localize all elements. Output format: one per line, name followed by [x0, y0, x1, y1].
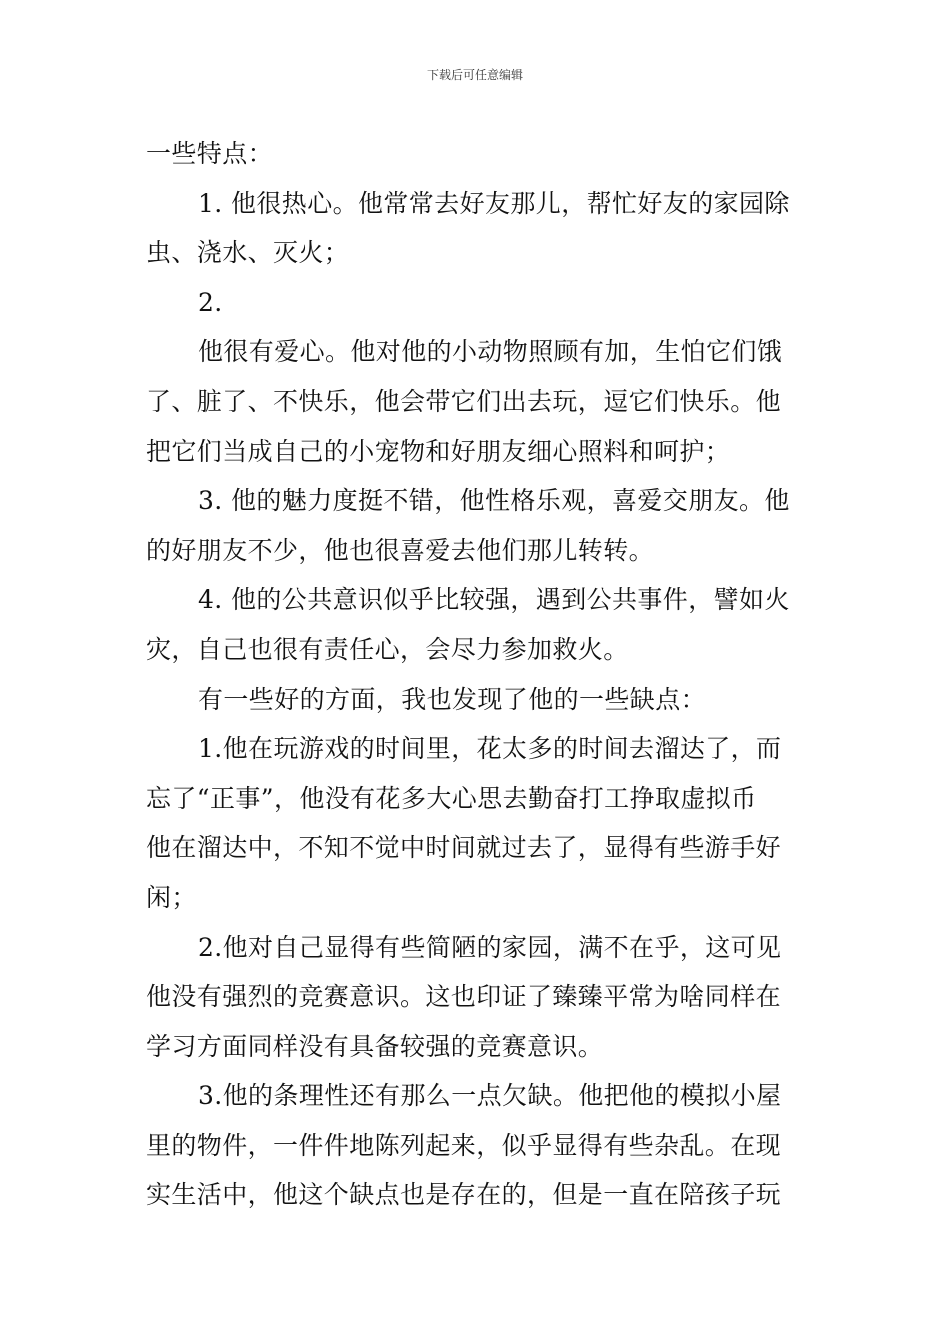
text-line: 他在溜达中，不知不觉中时间就过去了，显得有些游手好 — [146, 833, 782, 863]
page-header: 下载后可任意编辑 — [426, 68, 523, 82]
text-line: 一些特点： — [146, 139, 274, 168]
text-line: 把它们当成自己的小宠物和好朋友细心照料和呵护； — [146, 436, 731, 466]
document-body — [146, 129, 806, 1220]
text-line: 有一些好的方面，我也发现了他的一些缺点： — [198, 684, 707, 714]
text-line: 2.他对自己显得有些简陋的家园，满不在乎，这可见 — [198, 932, 782, 962]
text-line: 3.他的条理性还有那么一点欠缺。他把他的模拟小屋 — [198, 1081, 782, 1111]
text-line: 4. 他的公共意识似乎比较强，遇到公共事件，譬如火 — [198, 585, 790, 615]
text-line: 闲； — [146, 882, 197, 912]
text-line: 里的物件，一件件地陈列起来，似乎显得有些杂乱。在现 — [146, 1130, 782, 1160]
text-line: 1.他在玩游戏的时间里，花太多的时间去溜达了，而 — [198, 734, 782, 764]
text-line: 3. 他的魅力度挺不错，他性格乐观，喜爱交朋友。他 — [198, 486, 790, 516]
text-line: 1. 他很热心。他常常去好友那儿，帮忙好友的家园除 — [198, 188, 790, 218]
text-line: 虫、浇水、灭火； — [146, 238, 350, 268]
text-line: 他很有爱心。他对他的小动物照顾有加，生怕它们饿 — [198, 337, 783, 367]
text-line: 的好朋友不少，他也很喜爱去他们那儿转转。 — [146, 535, 655, 565]
text-line: 2. — [198, 287, 223, 317]
text-line: 忘了“正事”，他没有花多大心思去勤奋打工挣取虚拟币 — [146, 783, 757, 813]
text-line: 了、脏了、不快乐，他会带它们出去玩，逗它们快乐。他 — [146, 386, 782, 416]
text-line: 他没有强烈的竞赛意识。这也印证了臻臻平常为啥同样在 — [146, 982, 782, 1012]
text-line: 学习方面同样没有具备较强的竞赛意识。 — [146, 1031, 604, 1061]
text-line: 实生活中，他这个缺点也是存在的，但是一直在陪孩子玩 — [146, 1180, 782, 1210]
text-line: 灾，自己也很有责任心，会尽力参加救火。 — [146, 634, 629, 664]
